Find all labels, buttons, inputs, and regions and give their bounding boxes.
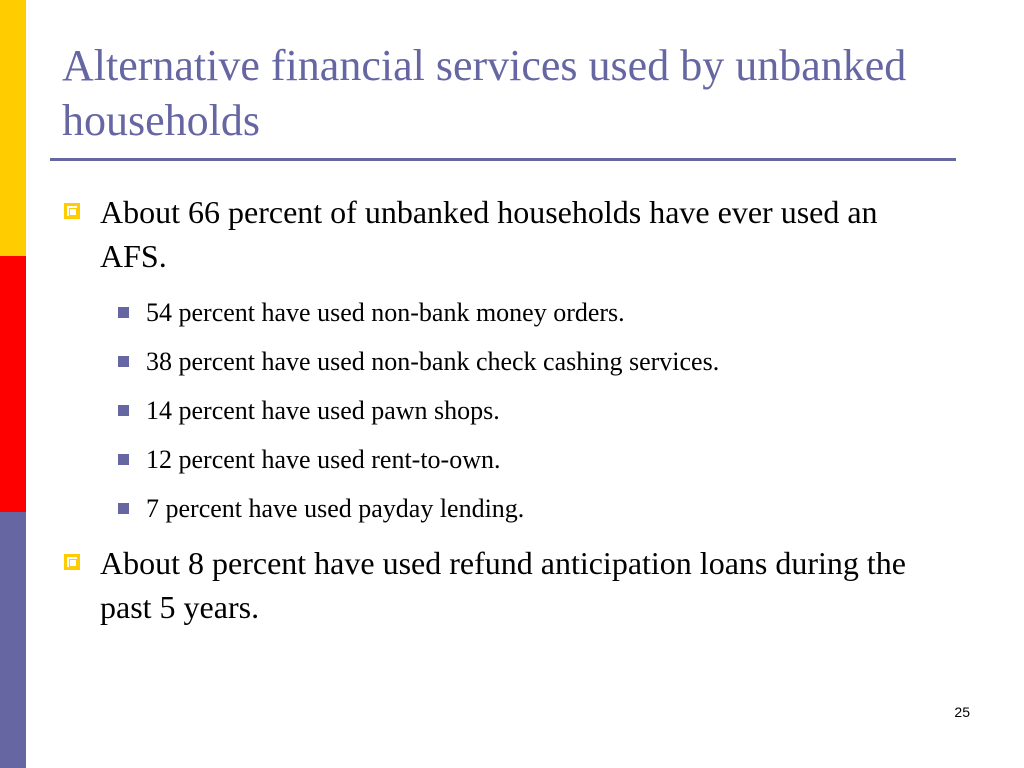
- sub-bullet-item: [64, 337, 944, 386]
- slide-content: [64, 190, 944, 639]
- filled-square-bullet-icon: [118, 503, 129, 514]
- sub-bullet-item: [64, 288, 944, 337]
- filled-square-bullet-icon: [118, 454, 129, 465]
- square-bullet-icon: [64, 554, 80, 570]
- filled-square-bullet-icon: [118, 405, 129, 416]
- slide-title: Alternative financial services used by unbanked households: [62, 41, 907, 145]
- side-bar-purple: [0, 512, 26, 768]
- page-number: 25: [954, 704, 970, 720]
- sub-bullet-text: 38 percent have used non-bank check cashing services.: [146, 347, 720, 376]
- bullet-item: [64, 541, 944, 629]
- bullet-text: About 8 percent have used refund anticipation loans during the past 5 years.: [100, 545, 906, 625]
- sub-bullet-text: 7 percent have used payday lending.: [146, 494, 525, 523]
- sub-bullet-item: [64, 484, 944, 533]
- side-bar-yellow: [0, 0, 26, 256]
- filled-square-bullet-icon: [118, 307, 129, 318]
- side-bar-red: [0, 256, 26, 512]
- sub-bullet-text: 54 percent have used non-bank money orders.: [146, 298, 625, 327]
- bullet-text: About 66 percent of unbanked households have ever used an AFS.: [100, 194, 878, 274]
- sub-bullet-list: [64, 288, 944, 533]
- sub-bullet-item: [64, 386, 944, 435]
- square-bullet-icon: [64, 203, 80, 219]
- sub-bullet-text: 14 percent have used pawn shops.: [146, 396, 500, 425]
- filled-square-bullet-icon: [118, 356, 129, 367]
- bullet-item: [64, 190, 944, 278]
- title-divider: [50, 158, 956, 161]
- sub-bullet-text: 12 percent have used rent-to-own.: [146, 445, 501, 474]
- sub-bullet-item: [64, 435, 944, 484]
